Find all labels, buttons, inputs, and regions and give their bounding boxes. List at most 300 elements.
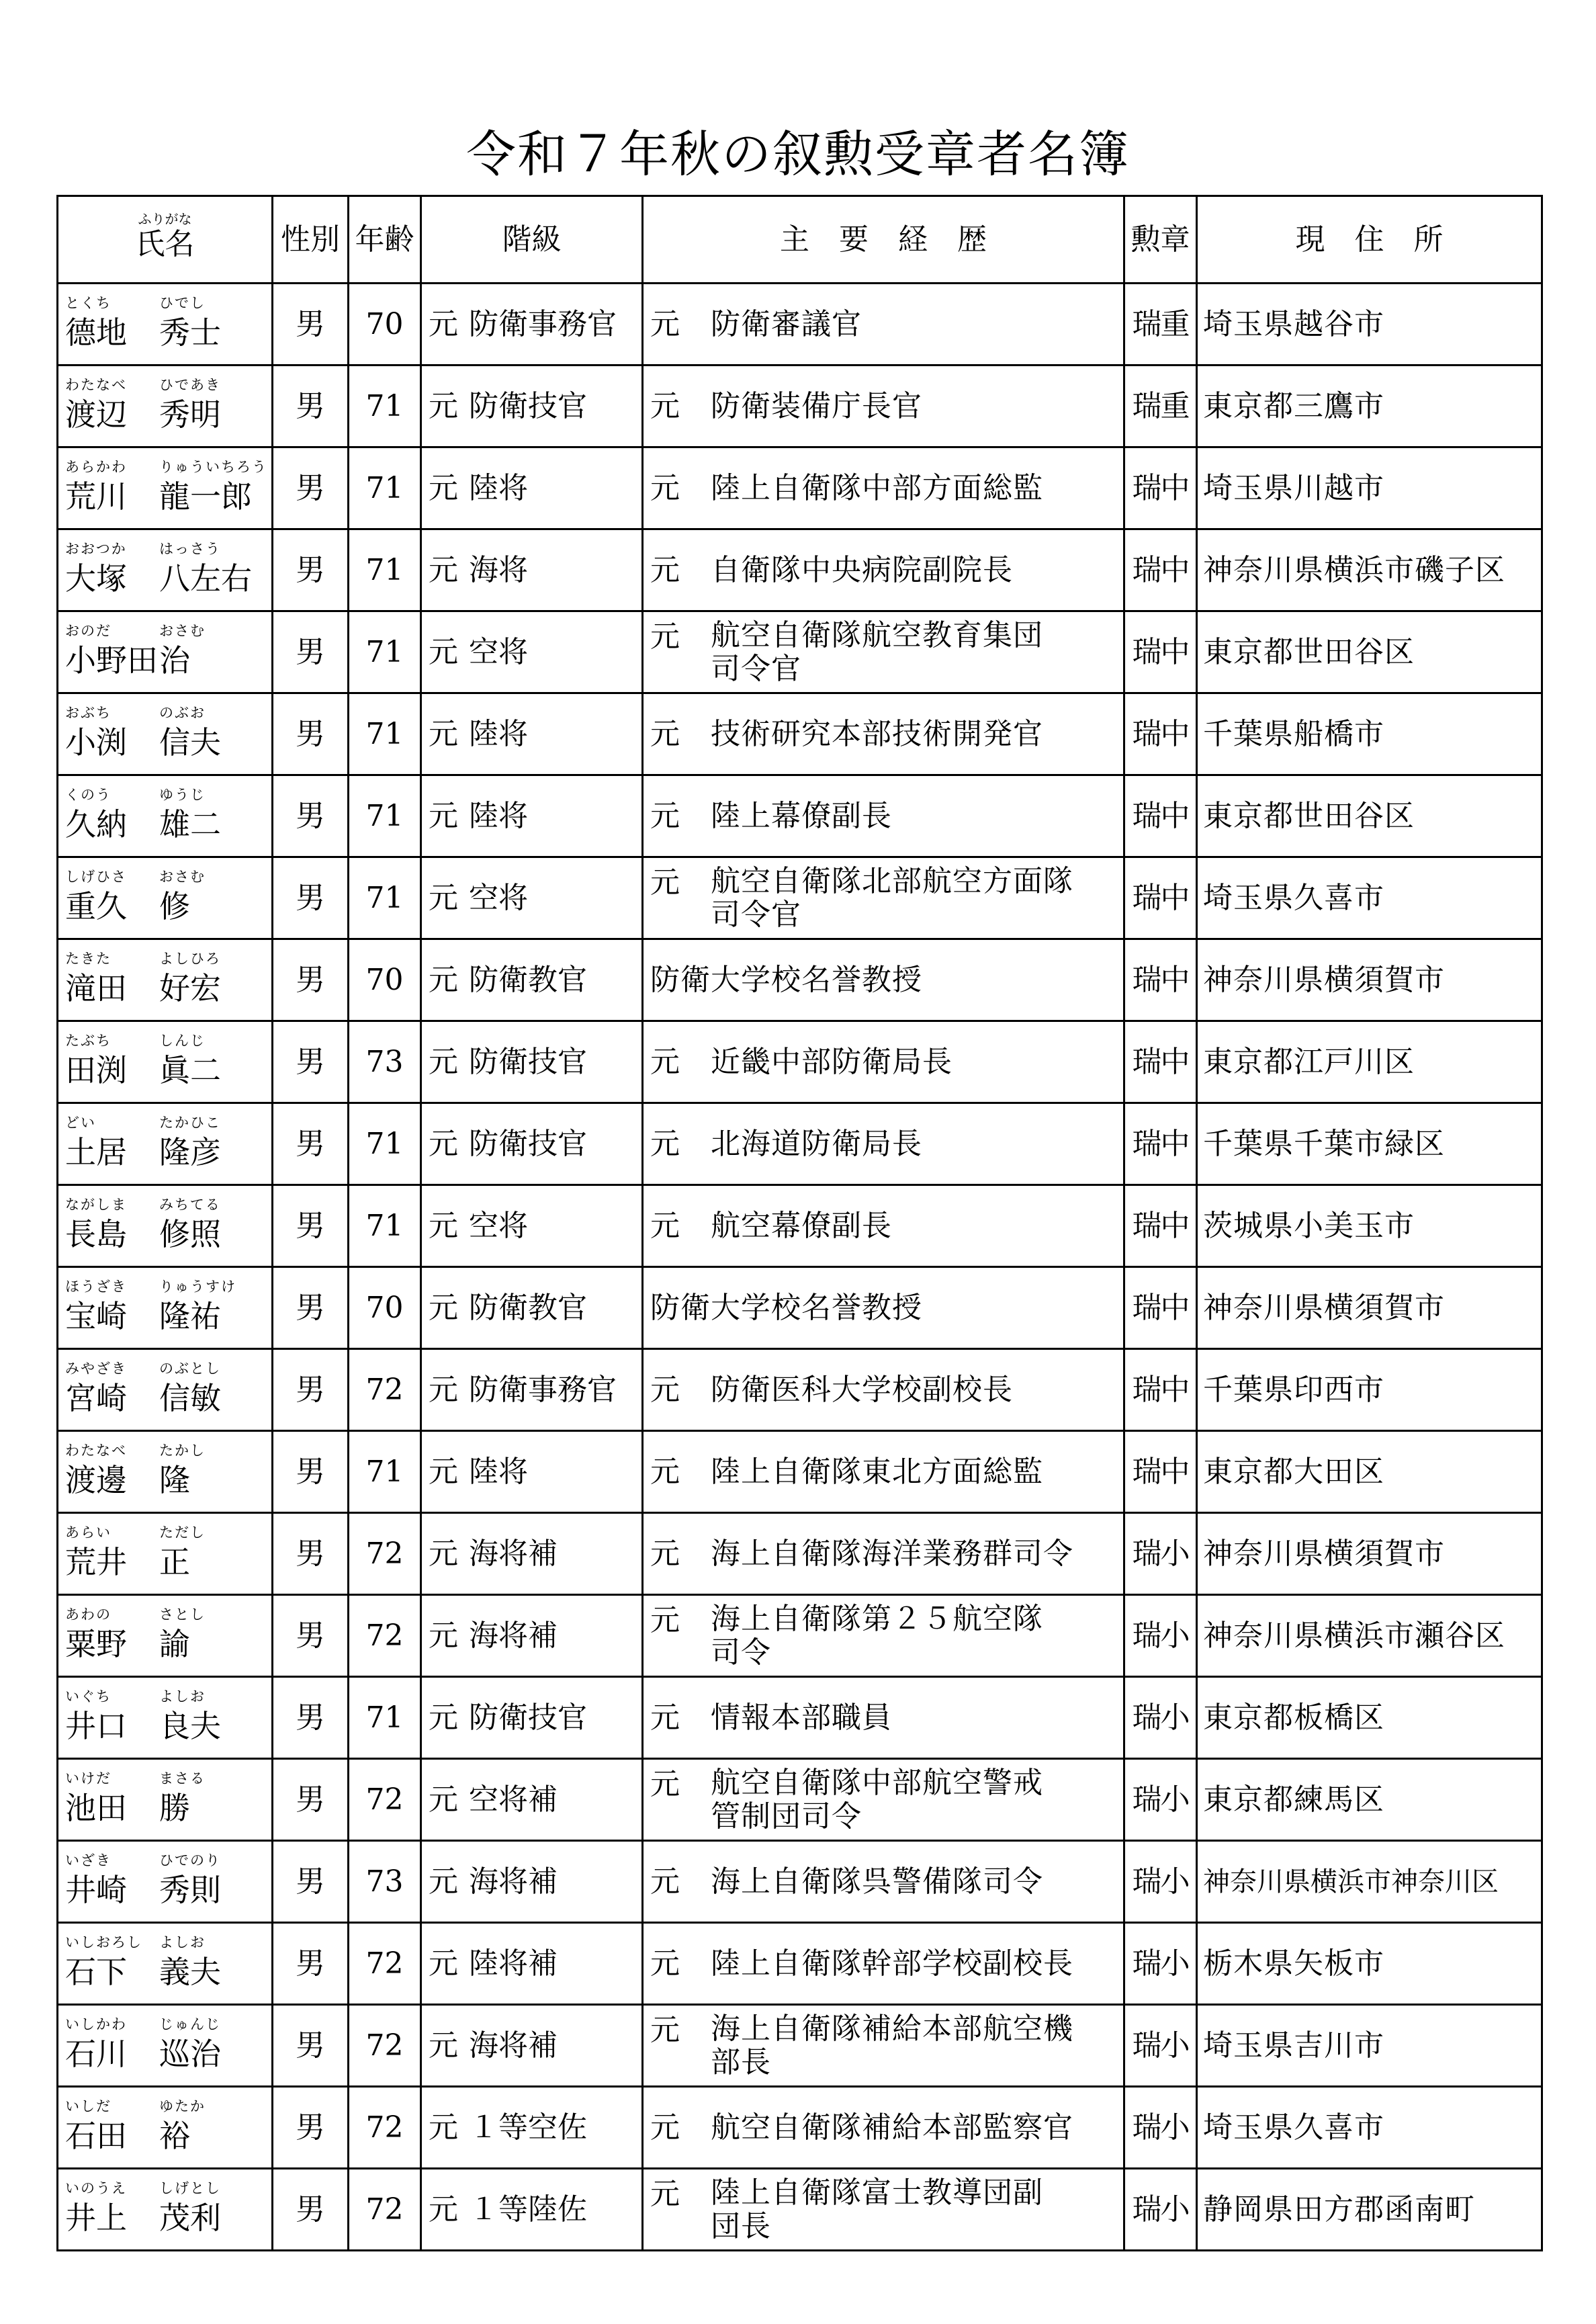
rank-label: １等空佐 xyxy=(469,2110,587,2145)
age-cell: 71 xyxy=(349,365,421,447)
table-row xyxy=(58,1431,1542,1513)
rank-prefix: 元 xyxy=(429,1290,458,1325)
given-name-ruby: しげとし xyxy=(159,2180,221,2196)
rank-cell xyxy=(421,284,643,365)
name-cell xyxy=(58,1103,273,1185)
surname-ruby: たぶち xyxy=(65,1032,112,1049)
given-name: 信夫 xyxy=(159,724,221,761)
career-text: 防衛大学校名誉教授 xyxy=(650,962,922,997)
name-cell xyxy=(58,529,273,611)
surname-ruby: しげひさ xyxy=(65,868,127,885)
surname-ruby: いしだ xyxy=(65,2098,112,2114)
surname-ruby: みやざき xyxy=(65,1360,127,1377)
rank-cell xyxy=(421,1431,643,1513)
career-prefix: 元 xyxy=(650,716,680,751)
career-prefix: 元 xyxy=(650,2110,680,2145)
decoration-cell: 瑞中 xyxy=(1124,529,1197,611)
given-name-ruby: じゅんじ xyxy=(159,2016,221,2032)
table-row xyxy=(58,2169,1542,2251)
name-cell xyxy=(58,2087,273,2169)
surname: 石川 xyxy=(65,2035,127,2072)
sex-cell: 男 xyxy=(273,2005,349,2087)
decoration-cell: 瑞小 xyxy=(1124,1677,1197,1759)
given-name: 隆祐 xyxy=(159,1297,221,1334)
sex-cell: 男 xyxy=(273,1677,349,1759)
name-cell xyxy=(58,857,273,939)
given-name-ruby: よしお xyxy=(159,1934,206,1950)
table-row xyxy=(58,611,1542,693)
rank-cell xyxy=(421,775,643,857)
rank-cell xyxy=(421,1103,643,1185)
career-cell xyxy=(643,1103,1124,1185)
surname: 久納 xyxy=(65,806,127,843)
header-career: 主 要 経 歴 xyxy=(643,196,1124,284)
career-text: 情報本部職員 xyxy=(711,1700,892,1735)
name-cell xyxy=(58,1021,273,1103)
given-name-ruby: まさる xyxy=(159,1770,206,1787)
sex-cell: 男 xyxy=(273,1349,349,1431)
rank-prefix: 元 xyxy=(429,1208,458,1243)
awardees-table xyxy=(56,195,1543,2251)
rank-cell xyxy=(421,1185,643,1267)
surname: 小渕 xyxy=(65,724,127,761)
career-cell xyxy=(643,1595,1124,1677)
address-cell: 埼玉県久喜市 xyxy=(1197,857,1542,939)
rank-cell xyxy=(421,693,643,775)
header-address: 現 住 所 xyxy=(1197,196,1542,284)
decoration-cell: 瑞中 xyxy=(1124,447,1197,529)
career-text: 航空自衛隊中部航空警戒 管制団司令 xyxy=(711,1765,1043,1834)
career-text: 自衛隊中央病院副院長 xyxy=(711,552,1013,587)
career-text: 防衛審議官 xyxy=(711,306,862,341)
decoration-cell: 瑞中 xyxy=(1124,693,1197,775)
age-cell: 72 xyxy=(349,2087,421,2169)
rank-label: 防衛事務官 xyxy=(469,1372,617,1407)
rank-cell xyxy=(421,1267,643,1349)
career-text: 防衛装備庁長官 xyxy=(711,388,922,423)
table-row xyxy=(58,2087,1542,2169)
career-text: 海上自衛隊呉警備隊司令 xyxy=(711,1864,1043,1899)
surname: 德地 xyxy=(65,314,127,351)
given-name-ruby: ゆたか xyxy=(159,2098,206,2114)
table-row xyxy=(58,1923,1542,2005)
decoration-cell: 瑞小 xyxy=(1124,1513,1197,1595)
career-text: 海上自衛隊補給本部航空機 部長 xyxy=(711,2011,1073,2079)
name-cell xyxy=(58,1677,273,1759)
rank-label: １等陸佐 xyxy=(469,2192,587,2227)
career-text: 航空自衛隊北部航空方面隊 司令官 xyxy=(711,863,1073,932)
rank-label: 空将 xyxy=(469,634,528,669)
table-row xyxy=(58,1349,1542,1431)
surname-ruby: くのう xyxy=(65,786,112,803)
given-name-ruby: ゆうじ xyxy=(159,786,206,803)
age-cell: 72 xyxy=(349,1759,421,1841)
age-cell: 73 xyxy=(349,1021,421,1103)
surname-ruby: わたなべ xyxy=(65,376,127,393)
career-cell xyxy=(643,2087,1124,2169)
header-name-label: 氏名 xyxy=(135,226,195,261)
decoration-cell: 瑞中 xyxy=(1124,939,1197,1021)
sex-cell: 男 xyxy=(273,1431,349,1513)
given-name: 正 xyxy=(159,1543,190,1580)
career-cell xyxy=(643,775,1124,857)
rank-cell xyxy=(421,1595,643,1677)
name-cell xyxy=(58,939,273,1021)
address-cell: 埼玉県川越市 xyxy=(1197,447,1542,529)
decoration-cell: 瑞中 xyxy=(1124,1349,1197,1431)
career-text: 航空幕僚副長 xyxy=(711,1208,892,1243)
name-cell xyxy=(58,775,273,857)
rank-label: 空将補 xyxy=(469,1782,558,1817)
rank-label: 陸将 xyxy=(469,798,528,833)
surname: 井崎 xyxy=(65,1871,127,1908)
given-name: 八左右 xyxy=(159,560,252,597)
name-cell xyxy=(58,284,273,365)
header-decoration: 勲章 xyxy=(1124,196,1197,284)
career-cell xyxy=(643,529,1124,611)
rank-prefix: 元 xyxy=(429,1126,458,1161)
surname: 長島 xyxy=(65,1215,127,1252)
rank-prefix: 元 xyxy=(429,470,458,505)
table-row xyxy=(58,1267,1542,1349)
career-text: 陸上幕僚副長 xyxy=(711,798,892,833)
surname-ruby: いしおろし xyxy=(65,1934,142,1950)
address-cell: 埼玉県久喜市 xyxy=(1197,2087,1542,2169)
career-cell xyxy=(643,1513,1124,1595)
age-cell: 71 xyxy=(349,693,421,775)
rank-prefix: 元 xyxy=(429,1946,458,1981)
rank-label: 陸将補 xyxy=(469,1946,558,1981)
rank-prefix: 元 xyxy=(429,1372,458,1407)
surname-ruby: いぐち xyxy=(65,1688,112,1705)
rank-cell xyxy=(421,1513,643,1595)
address-cell: 埼玉県越谷市 xyxy=(1197,284,1542,365)
rank-label: 空将 xyxy=(469,1208,528,1243)
decoration-cell: 瑞中 xyxy=(1124,1021,1197,1103)
rank-prefix: 元 xyxy=(429,1618,458,1653)
address-cell: 神奈川県横須賀市 xyxy=(1197,1267,1542,1349)
rank-label: 防衛技官 xyxy=(469,1126,587,1161)
decoration-cell: 瑞小 xyxy=(1124,2005,1197,2087)
rank-label: 空将 xyxy=(469,880,528,915)
career-prefix: 元 xyxy=(650,2176,680,2211)
rank-prefix: 元 xyxy=(429,1044,458,1079)
rank-label: 防衛技官 xyxy=(469,1044,587,1079)
name-cell xyxy=(58,1841,273,1923)
rank-label: 陸将 xyxy=(469,470,528,505)
decoration-cell: 瑞中 xyxy=(1124,1431,1197,1513)
address-cell: 神奈川県横浜市神奈川区 xyxy=(1197,1841,1542,1923)
given-name-ruby: よしひろ xyxy=(159,950,221,967)
rank-label: 防衛技官 xyxy=(469,1700,587,1735)
rank-prefix: 元 xyxy=(429,2192,458,2227)
age-cell: 71 xyxy=(349,1677,421,1759)
surname: 石田 xyxy=(65,2117,127,2154)
given-name: 茂利 xyxy=(159,2199,221,2236)
rank-label: 海将補 xyxy=(469,1864,558,1899)
table-row xyxy=(58,693,1542,775)
decoration-cell: 瑞中 xyxy=(1124,857,1197,939)
rank-prefix: 元 xyxy=(429,1782,458,1817)
age-cell: 71 xyxy=(349,1185,421,1267)
name-cell xyxy=(58,1595,273,1677)
given-name-ruby: さとし xyxy=(159,1606,206,1623)
rank-cell xyxy=(421,1841,643,1923)
rank-prefix: 元 xyxy=(429,306,458,341)
given-name-ruby: のぶとし xyxy=(159,1360,221,1377)
career-text: 海上自衛隊海洋業務群司令 xyxy=(711,1536,1073,1571)
age-cell: 71 xyxy=(349,1103,421,1185)
surname-ruby: ながしま xyxy=(65,1196,127,1213)
rank-prefix: 元 xyxy=(429,634,458,669)
rank-cell xyxy=(421,1021,643,1103)
name-cell xyxy=(58,611,273,693)
career-prefix: 元 xyxy=(650,1454,680,1489)
decoration-cell: 瑞中 xyxy=(1124,1267,1197,1349)
career-prefix: 元 xyxy=(650,552,680,587)
name-cell xyxy=(58,1759,273,1841)
address-cell: 千葉県千葉市緑区 xyxy=(1197,1103,1542,1185)
address-cell: 神奈川県横浜市磯子区 xyxy=(1197,529,1542,611)
career-text: 技術研究本部技術開発官 xyxy=(711,716,1043,751)
surname: 田渕 xyxy=(65,1051,127,1088)
name-cell xyxy=(58,447,273,529)
career-cell xyxy=(643,1677,1124,1759)
rank-label: 防衛教官 xyxy=(469,1290,587,1325)
career-prefix: 元 xyxy=(650,1208,680,1243)
given-name: 信敏 xyxy=(159,1379,221,1416)
age-cell: 71 xyxy=(349,611,421,693)
name-cell xyxy=(58,1349,273,1431)
surname-ruby: おのだ xyxy=(65,622,112,639)
career-prefix: 元 xyxy=(650,1126,680,1161)
given-name: 好宏 xyxy=(159,970,221,1006)
address-cell: 栃木県矢板市 xyxy=(1197,1923,1542,2005)
surname-ruby: いけだ xyxy=(65,1770,112,1787)
address-cell: 東京都練馬区 xyxy=(1197,1759,1542,1841)
rank-cell xyxy=(421,365,643,447)
surname-ruby: おぶち xyxy=(65,704,112,721)
given-name: 義夫 xyxy=(159,1953,221,1990)
address-cell: 神奈川県横浜市瀬谷区 xyxy=(1197,1595,1542,1677)
given-name: 秀明 xyxy=(159,396,221,433)
given-name: 修照 xyxy=(159,1215,221,1252)
sex-cell: 男 xyxy=(273,1267,349,1349)
given-name-ruby: たかし xyxy=(159,1442,206,1459)
career-text: 防衛医科大学校副校長 xyxy=(711,1372,1013,1407)
surname: 重久 xyxy=(65,888,127,924)
career-prefix: 元 xyxy=(650,1536,680,1571)
age-cell: 72 xyxy=(349,2169,421,2251)
sex-cell: 男 xyxy=(273,1595,349,1677)
header-rank: 階級 xyxy=(421,196,643,284)
rank-prefix: 元 xyxy=(429,716,458,751)
age-cell: 71 xyxy=(349,529,421,611)
surname-ruby: ほうざき xyxy=(65,1278,127,1295)
given-name-ruby: ただし xyxy=(159,1524,206,1541)
table-row xyxy=(58,1513,1542,1595)
career-cell xyxy=(643,1759,1124,1841)
given-name-ruby: はっさう xyxy=(159,540,221,557)
career-prefix: 元 xyxy=(650,306,680,341)
rank-cell xyxy=(421,2087,643,2169)
given-name-ruby: ひでのり xyxy=(159,1852,221,1868)
surname: 渡邊 xyxy=(65,1461,127,1498)
given-name: 良夫 xyxy=(159,1707,221,1744)
rank-prefix: 元 xyxy=(429,798,458,833)
header-name-ruby: ふりがな xyxy=(138,210,192,227)
surname: 大塚 xyxy=(65,560,127,597)
name-cell xyxy=(58,693,273,775)
rank-label: 陸将 xyxy=(469,716,528,751)
rank-prefix: 元 xyxy=(429,388,458,423)
table-row xyxy=(58,1677,1542,1759)
decoration-cell: 瑞小 xyxy=(1124,2169,1197,2251)
given-name-ruby: みちてる xyxy=(159,1196,221,1213)
sex-cell: 男 xyxy=(273,1923,349,2005)
surname: 渡辺 xyxy=(65,396,127,433)
sex-cell: 男 xyxy=(273,1103,349,1185)
rank-label: 海将補 xyxy=(469,1536,558,1571)
given-name: 修 xyxy=(159,888,190,924)
age-cell: 70 xyxy=(349,1267,421,1349)
surname-ruby: いしかわ xyxy=(65,2016,127,2032)
career-text: 航空自衛隊補給本部監察官 xyxy=(711,2110,1073,2145)
sex-cell: 男 xyxy=(273,2169,349,2251)
career-text: 陸上自衛隊東北方面総監 xyxy=(711,1454,1043,1489)
given-name-ruby: ひでし xyxy=(159,294,206,311)
table-row xyxy=(58,775,1542,857)
surname: 井上 xyxy=(65,2199,127,2236)
career-text: 陸上自衛隊中部方面総監 xyxy=(711,470,1043,505)
decoration-cell: 瑞小 xyxy=(1124,1841,1197,1923)
address-cell: 東京都江戸川区 xyxy=(1197,1021,1542,1103)
career-cell xyxy=(643,857,1124,939)
age-cell: 72 xyxy=(349,1349,421,1431)
address-cell: 東京都三鷹市 xyxy=(1197,365,1542,447)
surname-ruby: たきた xyxy=(65,950,112,967)
decoration-cell: 瑞中 xyxy=(1124,1103,1197,1185)
name-cell xyxy=(58,1267,273,1349)
surname: 荒井 xyxy=(65,1543,127,1580)
rank-cell xyxy=(421,1759,643,1841)
career-prefix: 元 xyxy=(650,388,680,423)
age-cell: 72 xyxy=(349,1513,421,1595)
surname-ruby: どい xyxy=(65,1114,96,1131)
career-text: 近畿中部防衛局長 xyxy=(711,1044,952,1079)
rank-prefix: 元 xyxy=(429,2028,458,2063)
surname: 土居 xyxy=(65,1133,127,1170)
career-prefix: 元 xyxy=(650,1700,680,1735)
name-cell xyxy=(58,1923,273,2005)
name-cell xyxy=(58,2169,273,2251)
address-cell: 茨城県小美玉市 xyxy=(1197,1185,1542,1267)
career-cell xyxy=(643,1185,1124,1267)
sex-cell: 男 xyxy=(273,2087,349,2169)
given-name: 秀則 xyxy=(159,1871,221,1908)
surname-ruby: いのうえ xyxy=(65,2180,127,2196)
rank-label: 海将 xyxy=(469,552,528,587)
career-cell xyxy=(643,611,1124,693)
given-name-ruby: りゅういちろう xyxy=(159,458,267,475)
surname-ruby: おおつか xyxy=(65,540,127,557)
header-row xyxy=(58,196,1542,284)
rank-prefix: 元 xyxy=(429,1700,458,1735)
rank-cell xyxy=(421,611,643,693)
rank-label: 防衛事務官 xyxy=(469,306,617,341)
age-cell: 71 xyxy=(349,775,421,857)
decoration-cell: 瑞重 xyxy=(1124,284,1197,365)
surname: 井口 xyxy=(65,1707,127,1744)
age-cell: 71 xyxy=(349,857,421,939)
age-cell: 72 xyxy=(349,2005,421,2087)
address-cell: 東京都世田谷区 xyxy=(1197,611,1542,693)
decoration-cell: 瑞小 xyxy=(1124,1595,1197,1677)
table-row xyxy=(58,447,1542,529)
age-cell: 72 xyxy=(349,1923,421,2005)
sex-cell: 男 xyxy=(273,1021,349,1103)
career-text: 航空自衛隊航空教育集団 司令官 xyxy=(711,617,1043,686)
table-row xyxy=(58,2005,1542,2087)
address-cell: 静岡県田方郡函南町 xyxy=(1197,2169,1542,2251)
given-name-ruby: よしお xyxy=(159,1688,206,1705)
sex-cell: 男 xyxy=(273,775,349,857)
sex-cell: 男 xyxy=(273,1513,349,1595)
rank-prefix: 元 xyxy=(429,1864,458,1899)
career-cell xyxy=(643,1021,1124,1103)
given-name-ruby: ひであき xyxy=(159,376,221,393)
given-name-ruby: おさむ xyxy=(159,868,206,885)
career-prefix: 元 xyxy=(650,1946,680,1981)
surname-ruby: わたなべ xyxy=(65,1442,127,1459)
given-name: 隆 xyxy=(159,1461,190,1498)
career-cell xyxy=(643,1841,1124,1923)
career-prefix: 元 xyxy=(650,1602,680,1637)
career-prefix: 元 xyxy=(650,470,680,505)
address-cell: 千葉県印西市 xyxy=(1197,1349,1542,1431)
given-name: 治 xyxy=(159,642,190,679)
surname-ruby: とくち xyxy=(65,294,112,311)
sex-cell: 男 xyxy=(273,611,349,693)
age-cell: 71 xyxy=(349,447,421,529)
surname: 荒川 xyxy=(65,478,127,515)
rank-label: 海将補 xyxy=(469,1618,558,1653)
rank-prefix: 元 xyxy=(429,962,458,997)
given-name-ruby: おさむ xyxy=(159,622,206,639)
sex-cell: 男 xyxy=(273,529,349,611)
sex-cell: 男 xyxy=(273,939,349,1021)
sex-cell: 男 xyxy=(273,693,349,775)
career-prefix: 元 xyxy=(650,1372,680,1407)
rank-cell xyxy=(421,2005,643,2087)
career-text: 陸上自衛隊幹部学校副校長 xyxy=(711,1946,1073,1981)
career-text: 防衛大学校名誉教授 xyxy=(650,1290,922,1325)
rank-cell xyxy=(421,1349,643,1431)
career-prefix: 元 xyxy=(650,798,680,833)
sex-cell: 男 xyxy=(273,365,349,447)
surname-ruby: あらかわ xyxy=(65,458,127,475)
sex-cell: 男 xyxy=(273,857,349,939)
address-cell: 東京都板橋区 xyxy=(1197,1677,1542,1759)
rank-cell xyxy=(421,1677,643,1759)
table-row xyxy=(58,284,1542,365)
address-cell: 埼玉県吉川市 xyxy=(1197,2005,1542,2087)
rank-cell xyxy=(421,447,643,529)
sex-cell: 男 xyxy=(273,447,349,529)
career-cell xyxy=(643,1923,1124,2005)
age-cell: 70 xyxy=(349,939,421,1021)
given-name: 眞二 xyxy=(159,1051,221,1088)
